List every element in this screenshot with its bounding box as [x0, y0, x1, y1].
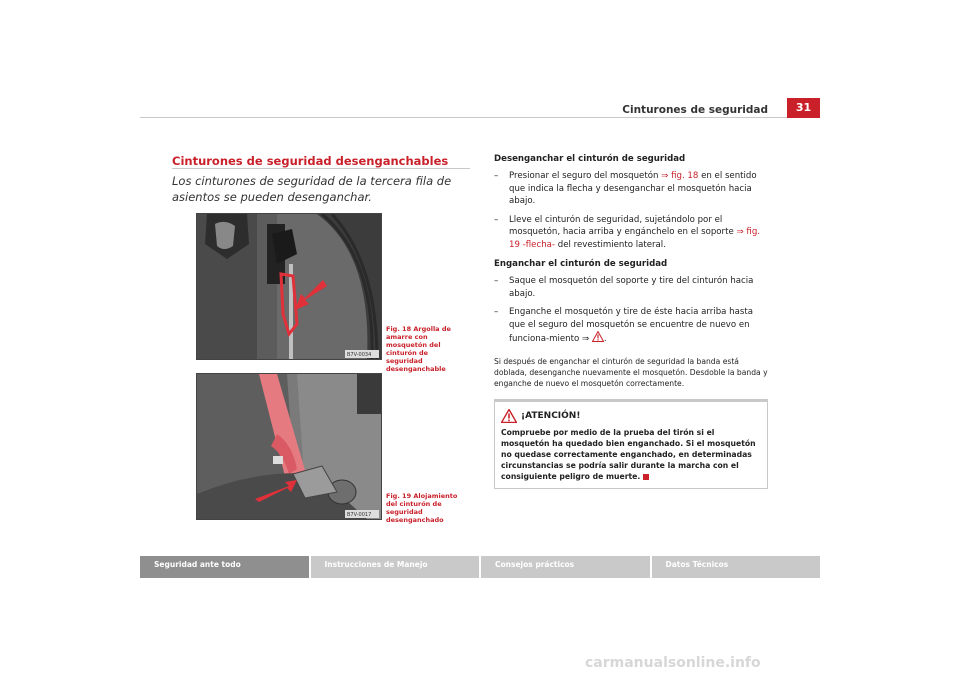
section-title: Cinturones de seguridad desenganchables — [172, 154, 449, 168]
footer-tab-instrucciones[interactable]: Instrucciones de Manejo — [311, 556, 480, 578]
fig-18-reference-link[interactable]: ⇒ fig. 18 — [661, 171, 699, 181]
hook-step-2: – Enganche el mosquetón y tire de éste hacia arriba hasta que el seguro del mosquetón se encuentre de nuevo en funciona-miento ⇒ . — [494, 307, 753, 344]
step-dash: – — [494, 214, 499, 225]
figure-19-illustration — [197, 374, 381, 519]
warning-triangle-icon — [501, 409, 517, 423]
instructions-column — [494, 154, 768, 489]
step-dash: – — [494, 276, 499, 286]
footer-tab-consejos[interactable]: Consejos prácticos — [481, 556, 650, 578]
end-marker-icon — [643, 474, 649, 480]
unhook-step-2: – Lleve el cinturón de seguridad, sujetándolo por el mosquetón, hacia arriba y engánchelo en el soporte ⇒ fig. 19 -flecha- del revestimiento lateral. — [494, 214, 761, 250]
footer-tab-datos[interactable]: Datos Técnicos — [652, 556, 821, 578]
figure-19-photo — [196, 373, 382, 520]
warning-box — [494, 399, 768, 489]
figure-18-illustration — [197, 214, 381, 359]
step-dash: – — [494, 171, 499, 181]
figure-19-caption-text: Alojamiento del cinturón de seguridad desenganchado — [386, 492, 458, 524]
warning-header — [501, 409, 761, 423]
note-paragraph: Si después de enganchar el cinturón de seguridad la banda está doblada, desenganche nuevamente el mosquetón. Desdoble la banda y enganche de nuevo el mosquetón correctamente. — [494, 356, 768, 388]
footer-nav — [140, 556, 820, 578]
warning-title: ¡ATENCIÓN! — [521, 410, 581, 421]
running-title: Cinturones de seguridad — [622, 104, 768, 116]
section-intro: Los cinturones de seguridad de la tercera fila de asientos se pueden desenganchar. — [172, 174, 452, 204]
hook-step-1: – Saque el mosquetón del soporte y tire del cinturón hacia abajo. — [494, 276, 754, 299]
unhook-heading: Desenganchar el cinturón de seguridad — [494, 154, 686, 164]
figure-18-label: Fig. 18 — [386, 325, 412, 333]
figure-18-photo — [196, 213, 382, 360]
figure-18-code: B7V-0034 — [347, 352, 372, 358]
footer-tab-seguridad[interactable]: Seguridad ante todo — [140, 556, 309, 578]
unhook-step-1: – Presionar el seguro del mosquetón ⇒ fig. 18 en el sentido que indica la flecha y desenganchar el mosquetón hacia abajo. — [494, 171, 757, 206]
hook-heading: Enganchar el cinturón de seguridad — [494, 259, 668, 269]
section-underline — [172, 168, 470, 169]
watermark: carmanualsonline.info — [585, 655, 761, 671]
figure-19-code: B7V-0017 — [347, 512, 372, 518]
figure-18-caption — [386, 325, 466, 373]
header-rule — [140, 117, 820, 118]
warning-text: Compruebe por medio de la prueba del tirón si el mosquetón ha quedado bien enganchado. Si el mosquetón no quedase correctamente enganchado, en determinadas circunstancias se podría salir durante la marcha con el consiguiente peligro de muerte. — [501, 427, 756, 481]
figure-18-caption-text: Argolla de amarre con mosquetón del cinturón de seguridad desenganchable — [386, 325, 451, 373]
step-dash: – — [494, 307, 499, 317]
fig-19-reference-link[interactable]: ⇒ fig. 19 -flecha- — [509, 227, 761, 250]
figure-19-label: Fig. 19 — [386, 492, 412, 500]
page-number: 31 — [787, 98, 820, 118]
figure-19-caption — [386, 492, 466, 524]
warning-triangle-icon[interactable] — [592, 331, 604, 342]
